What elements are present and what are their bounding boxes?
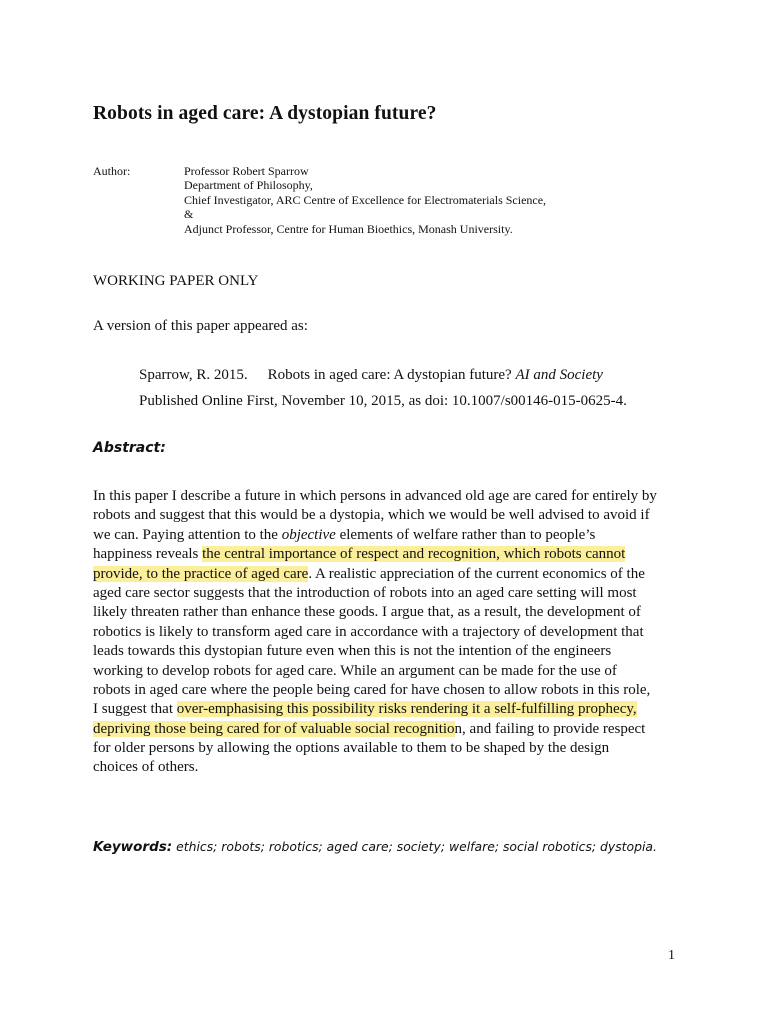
abstract-line: leads towards this dystopian future even when this is not the intention of the engineers: [93, 643, 612, 660]
abstract-line: [93, 526, 683, 545]
abstract-line: [93, 565, 683, 584]
abstract-line: robotics is likely to transform aged care in accordance with a trajectory of development that: [93, 623, 644, 640]
highlighted-text: the central importance of respect and recognition, which robots cannot: [202, 546, 626, 563]
abstract-text: I suggest that: [93, 701, 177, 718]
abstract-heading: Abstract:: [93, 440, 166, 456]
keywords-label: Keywords:: [93, 839, 173, 855]
author-affiliations: [184, 164, 546, 236]
keywords-line: [93, 839, 657, 855]
abstract-line: In this paper I describe a future in which persons in advanced old age are cared for entirely by: [93, 488, 657, 504]
highlighted-text: depriving those being cared for of valuable social recognitio: [93, 720, 455, 737]
abstract-line: likely threaten rather than enhance these goods. I argue that, as a result, the development of: [93, 604, 641, 621]
citation-line: [139, 367, 603, 384]
version-note: A version of this paper appeared as:: [93, 318, 308, 334]
abstract-body: [93, 487, 683, 778]
citation-author-year: Sparrow, R. 2015.: [139, 367, 248, 383]
abstract-text: . A realistic appreciation of the current economics of the: [308, 565, 645, 582]
abstract-line: [93, 720, 683, 739]
author-affiliation-line: Chief Investigator, ARC Centre of Excellence for Electromaterials Science,: [184, 192, 547, 207]
abstract-text: n, and failing to provide respect: [454, 720, 646, 737]
abstract-emphasis: objective: [281, 526, 336, 543]
highlighted-text: provide, to the practice of aged care: [93, 565, 309, 582]
highlighted-text: over-emphasising this possibility risks rendering it a self-fulfilling prophecy,: [176, 701, 637, 718]
abstract-text: happiness reveals: [93, 546, 203, 563]
abstract-line: for older persons by allowing the options available to them to be shaped by the design: [93, 740, 610, 757]
citation-title: Robots in aged care: A dystopian future?: [267, 367, 512, 383]
abstract-line: working to develop robots for aged care. While an argument can be made for the use of: [93, 662, 617, 679]
abstract-line: robots and suggest that this would be a dystopia, which we would be well advised to avoid if: [93, 507, 650, 524]
author-label: Author:: [93, 164, 131, 178]
author-affiliation-line: Adjunct Professor, Centre for Human Bioethics, Monash University.: [184, 221, 513, 236]
citation-journal: AI and Society: [515, 367, 603, 383]
abstract-line: [93, 700, 683, 719]
abstract-line: robots in aged care where the people being cared for have chosen to allow robots in this role,: [93, 681, 651, 698]
abstract-text: we can. Paying attention to the: [93, 526, 282, 543]
abstract-line: [93, 545, 683, 564]
working-paper-note: WORKING PAPER ONLY: [93, 273, 259, 289]
citation-published: Published Online First, November 10, 2015, as doi: 10.1007/s00146-015-0625-4.: [139, 393, 627, 409]
paper-title: Robots in aged care: A dystopian future?: [93, 103, 437, 124]
abstract-line: aged care sector suggests that the introduction of robots into an aged care setting will most: [93, 584, 637, 601]
author-name: Professor Robert Sparrow: [184, 164, 309, 178]
author-affiliation-line: Department of Philosophy,: [184, 178, 313, 193]
author-affiliation-line: &: [184, 207, 194, 222]
page-number: 1: [668, 948, 675, 963]
abstract-line: choices of others.: [93, 759, 199, 776]
keywords-text: ethics; robots; robotics; aged care; society; welfare; social robotics; dystopia.: [172, 839, 657, 854]
abstract-text: elements of welfare rather than to people’s: [335, 526, 596, 543]
